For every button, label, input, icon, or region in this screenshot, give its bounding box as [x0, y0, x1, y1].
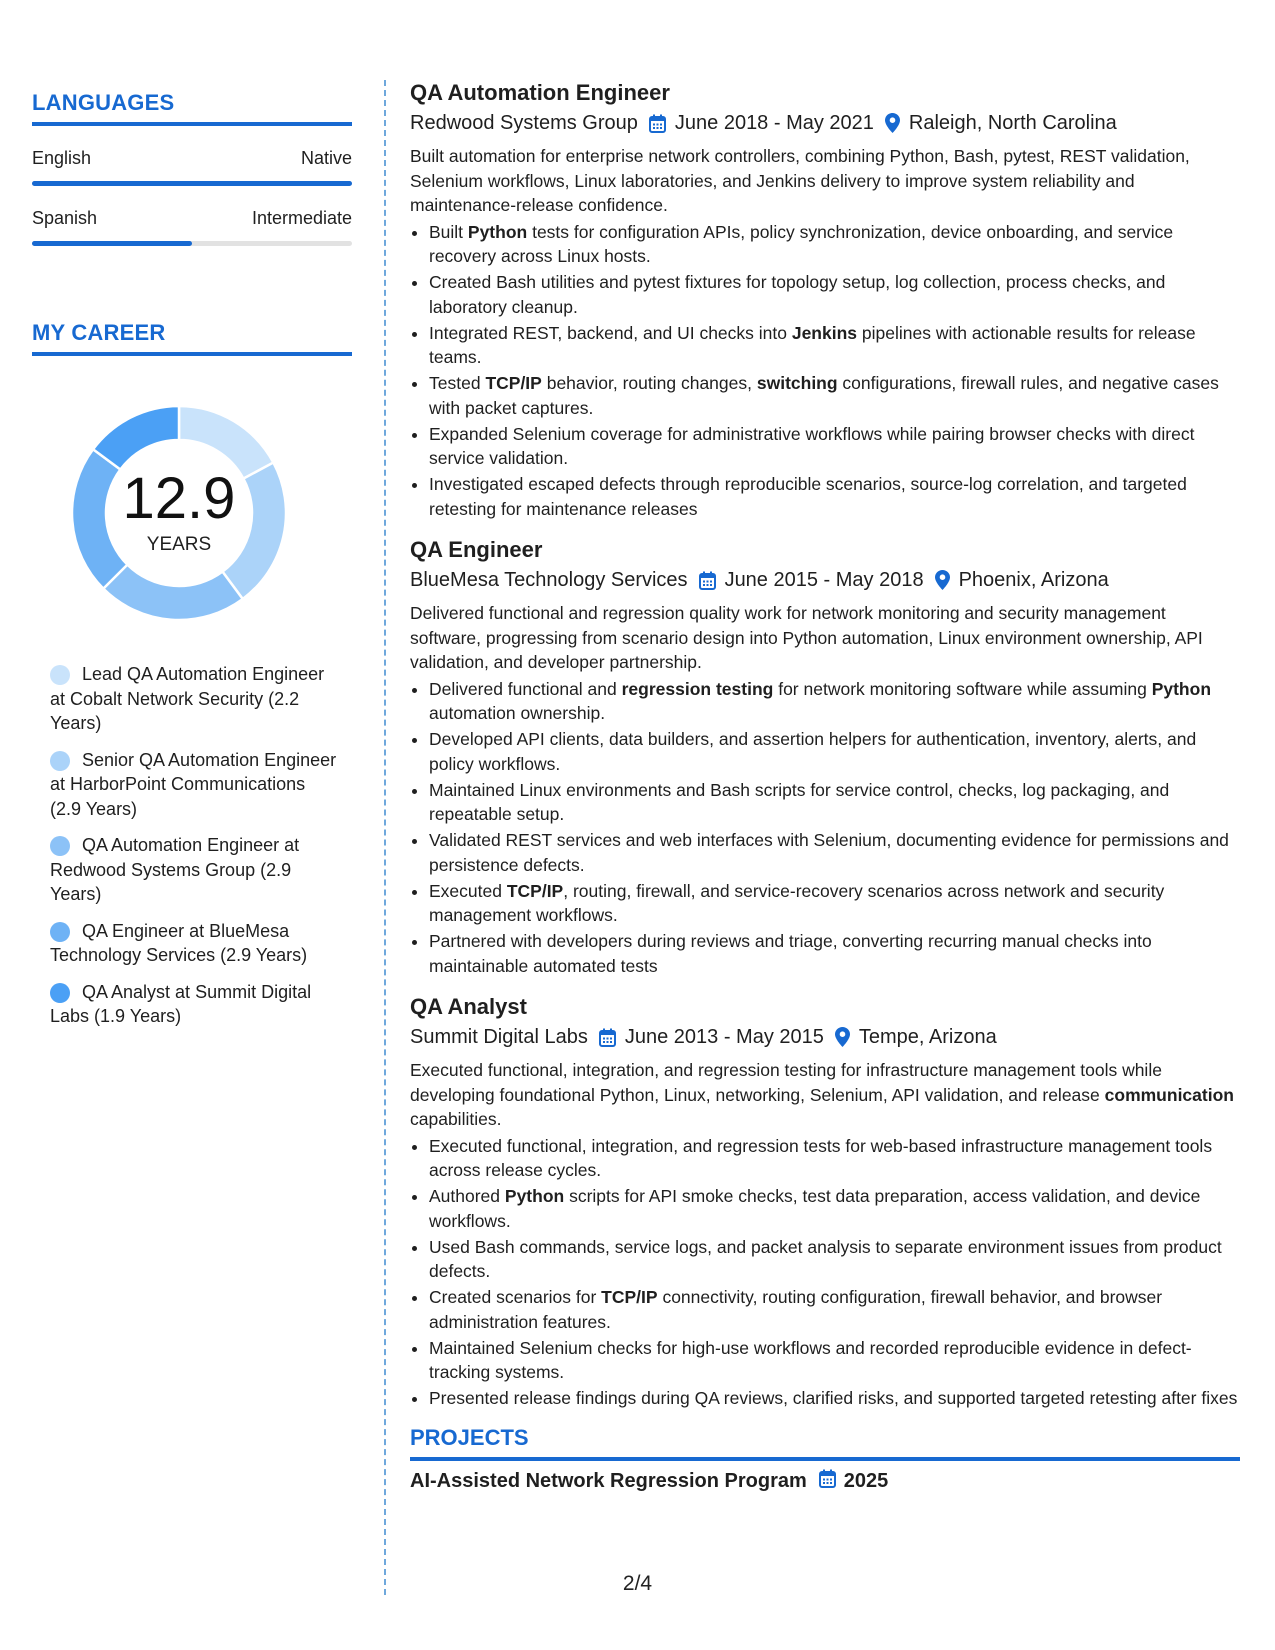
job-bullet: • Delivered functional and regression testing for network monitoring software while assuming Python automation ownership. [429, 677, 1240, 726]
page-number: 2/4 [622, 1572, 653, 1595]
job-meta [410, 1022, 1240, 1052]
job-bullet: • Presented release findings during QA reviews, clarified risks, and supported targeted retesting after fixes [429, 1386, 1240, 1411]
job-summary: Executed functional, integration, and regression testing for infrastructure management tools while developing foundational Python, Linux, networking, Selenium, API validation, and release communication capabilities. [410, 1060, 1234, 1129]
job-bullet: • Authored Python scripts for API smoke checks, test data preparation, access validation, and device workflows. [429, 1184, 1240, 1233]
languages-heading: LANGUAGES [32, 90, 175, 115]
job-entry [410, 78, 1240, 521]
job-company: Summit Digital Labs [410, 1026, 588, 1048]
job-meta [410, 108, 1240, 138]
language-level: Native [300, 148, 352, 168]
location-pin-icon [935, 570, 950, 590]
job-location: Raleigh, North Carolina [908, 112, 1117, 134]
job-bullet: • Created scenarios for TCP/IP connectivity, routing configuration, firewall behavior, and browser administration features. [429, 1285, 1240, 1334]
career-legend-item: QA Engineer at BlueMesa Technology Services (2.9 Years) [50, 920, 308, 965]
career-legend-item: QA Analyst at Summit Digital Labs (1.9 Years) [50, 981, 312, 1026]
legend-dot [50, 836, 70, 856]
job-bullets [410, 220, 1240, 522]
calendar-icon [649, 114, 666, 133]
language-proficiency-fill [32, 241, 192, 246]
career-total-unit: YEARS [146, 534, 212, 555]
career-legend-item: QA Automation Engineer at Redwood Systems Group (2.9 Years) [50, 835, 300, 904]
career-donut-chart [66, 400, 292, 626]
career-legend [50, 662, 340, 1029]
bold-keyword: TCP/IP [506, 880, 564, 901]
career-legend-item: Lead QA Automation Engineer at Cobalt Network Security (2.2 Years) [50, 664, 325, 733]
bold-keyword: switching [756, 373, 838, 393]
job-bullet: • Maintained Selenium checks for high-use workflows and recorded reproducible evidence in defect-tracking systems. [429, 1336, 1240, 1385]
job-dates: June 2013 - May 2015 [624, 1026, 824, 1048]
calendar-icon [699, 571, 716, 590]
career-heading: MY CAREER [32, 320, 166, 345]
project-name: AI-Assisted Network Regression Program [410, 1469, 807, 1492]
calendar-icon [599, 1028, 616, 1047]
career-heading-rule [32, 352, 352, 356]
career-legend-item: Senior QA Automation Engineer at HarborPoint Communications (2.9 Years) [50, 749, 337, 819]
job-summary: Built automation for enterprise network controllers, combining Python, Bash, pytest, REST validation, Selenium workflows, Linux laboratories, and Jenkins delivery to improve system reliability and maintenance-release confidence. [410, 146, 1190, 215]
job-bullet: • Maintained Linux environments and Bash scripts for service control, checks, log packaging, and repeatable setup. [429, 778, 1240, 827]
language-proficiency-bar [32, 181, 352, 186]
legend-dot [50, 983, 70, 1003]
job-bullet: • Tested TCP/IP behavior, routing changes, switching configurations, firewall rules, and negative cases with packet captures. [429, 371, 1240, 420]
job-location: Phoenix, Arizona [958, 569, 1109, 591]
project-year: 2025 [843, 1469, 889, 1492]
job-bullet: • Expanded Selenium coverage for administrative workflows while pairing browser checks with direct service validation. [429, 422, 1240, 471]
languages-heading-rule [32, 122, 352, 126]
sidebar [32, 90, 352, 1041]
career-total-years: 12.9 [122, 466, 236, 531]
job-title: QA Engineer [410, 537, 543, 562]
bold-keyword: Python [504, 1186, 565, 1206]
experience-section [410, 78, 1240, 1494]
language-item [32, 148, 352, 186]
job-bullets [410, 677, 1240, 979]
language-proficiency-fill [32, 181, 352, 186]
language-level: Intermediate [251, 208, 352, 228]
job-title: QA Analyst [410, 994, 527, 1019]
job-bullet: • Created Bash utilities and pytest fixtures for topology setup, log collection, process checks, and laboratory cleanup. [429, 270, 1240, 319]
projects-heading-rule [410, 1457, 1240, 1461]
career-section [32, 320, 352, 1029]
column-divider [384, 80, 386, 1595]
job-bullet: • Investigated escaped defects through reproducible scenarios, source-log correlation, and targeted retesting for maintenance releases [429, 472, 1240, 521]
job-company: BlueMesa Technology Services [410, 569, 688, 591]
language-proficiency-bar [32, 241, 352, 246]
bold-keyword: Python [467, 221, 528, 242]
bold-keyword: communication [1104, 1084, 1234, 1105]
job-bullet: • Used Bash commands, service logs, and packet analysis to separate environment issues from product defects. [429, 1235, 1240, 1284]
job-bullet: • Partnered with developers during reviews and triage, converting recurring manual checks into maintainable automated tests [429, 929, 1240, 978]
job-entry [410, 992, 1240, 1411]
calendar-icon [819, 1469, 836, 1494]
job-bullet: • Built Python tests for configuration APIs, policy synchronization, device onboarding, and service recovery across Linux hosts. [429, 220, 1240, 269]
job-bullet: • Executed functional, integration, and regression tests for web-based infrastructure management tools across release cycles. [429, 1134, 1240, 1183]
job-bullet: • Executed TCP/IP, routing, firewall, and service-recovery scenarios across network and security management workflows. [429, 879, 1240, 928]
language-name: Spanish [32, 208, 98, 228]
location-pin-icon [835, 1027, 850, 1047]
legend-dot [50, 665, 70, 685]
job-entry [410, 535, 1240, 978]
bold-keyword: TCP/IP [601, 1287, 658, 1307]
bold-keyword: regression testing [621, 678, 774, 699]
job-bullet: • Validated REST services and web interfaces with Selenium, documenting evidence for permissions and persistence defects. [429, 828, 1240, 877]
legend-dot [50, 751, 70, 771]
job-bullet: • Integrated REST, backend, and UI checks into Jenkins pipelines with actionable results for release teams. [429, 321, 1240, 370]
location-pin-icon [885, 113, 900, 133]
legend-dot [50, 922, 70, 942]
bold-keyword: Python [1151, 678, 1212, 699]
language-name: English [32, 148, 92, 168]
job-location: Tempe, Arizona [858, 1026, 997, 1048]
job-meta [410, 565, 1240, 595]
job-title: QA Automation Engineer [410, 80, 670, 105]
job-dates: June 2018 - May 2021 [674, 112, 874, 134]
language-item [32, 208, 352, 246]
project-item [410, 1469, 1240, 1494]
job-bullet: • Developed API clients, data builders, and assertion helpers for authentication, inventory, alerts, and policy workflows. [429, 727, 1240, 776]
bold-keyword: TCP/IP [485, 373, 542, 393]
bold-keyword: Jenkins [791, 322, 858, 343]
projects-heading: PROJECTS [410, 1424, 529, 1450]
job-bullets [410, 1134, 1240, 1411]
job-dates: June 2015 - May 2018 [724, 569, 924, 591]
job-company: Redwood Systems Group [410, 112, 638, 134]
job-summary: Delivered functional and regression quality work for network monitoring and security management software, progressing from scenario design into Python automation, Linux environment ownership, API validation, and developer partnership. [410, 603, 1203, 672]
